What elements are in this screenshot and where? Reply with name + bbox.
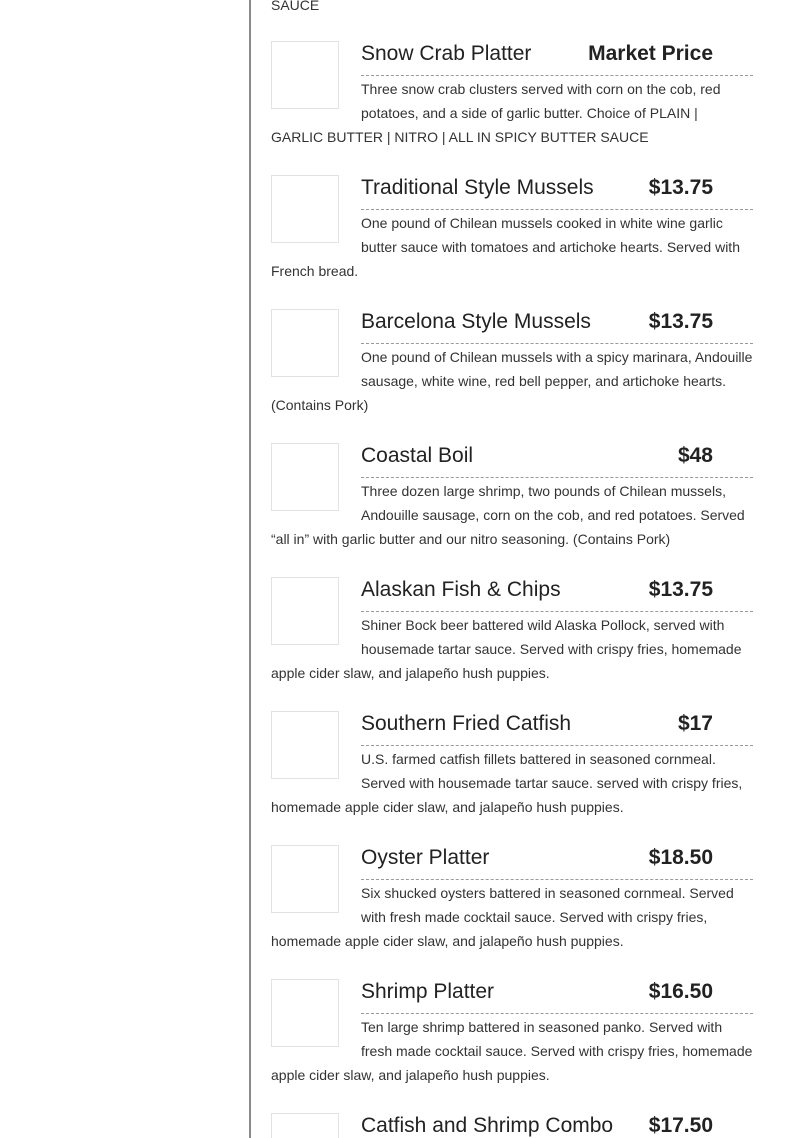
menu-item-price: $13.75 (648, 176, 713, 199)
menu-item-header (361, 845, 753, 880)
menu-item-description: One pound of Chilean mussels cooked in white wine garlic butter sauce with tomatoes and artichoke hearts. Served with French bread. (271, 215, 740, 279)
menu-item-description: Six shucked oysters battered in seasoned cornmeal. Served with fresh made cocktail sauce. Served with crispy fries, homemade apple cider slaw, and jalapeño hush puppies. (271, 885, 734, 949)
menu-item-name: Alaskan Fish & Chips (361, 578, 561, 601)
previous-item-description-fragment: SAUCE (271, 0, 320, 13)
menu-item-name: Oyster Platter (361, 846, 490, 869)
menu-item-price: $48 (677, 444, 713, 467)
menu-item-price: $18.50 (648, 846, 713, 869)
menu-item-description: U.S. farmed catfish fillets battered in seasoned cornmeal. Served with housemade tartar sauce. served with crispy fries, homemade apple cider slaw, and jalapeño hush puppies. (271, 751, 743, 815)
menu-item-description: One pound of Chilean mussels with a spicy marinara, Andouille sausage, white wine, red bell pepper, and artichoke hearts. (Contains Pork) (271, 349, 753, 413)
sidebar (0, 0, 249, 1138)
menu-item-name: Southern Fried Catfish (361, 712, 572, 735)
menu-item-price: Market Price (588, 42, 713, 65)
menu-item-description: Ten large shrimp battered in seasoned panko. Served with fresh made cocktail sauce. Served with crispy fries, homemade apple cider slaw, and jalapeño hush puppies. (271, 1019, 753, 1083)
menu-item-header (361, 175, 753, 210)
menu-item-price: $13.75 (648, 310, 713, 333)
menu-item-description: Shiner Bock beer battered wild Alaska Pollock, served with housemade tartar sauce. Served with crispy fries, homemade apple cider slaw, and jalapeño hush puppies. (271, 617, 742, 681)
menu-item-price: $16.50 (648, 980, 713, 1003)
menu-item-header (361, 41, 753, 76)
menu-item-price: $17.50 (648, 1114, 713, 1137)
menu-item-description: Three snow crab clusters served with corn on the cob, red potatoes, and a side of garlic butter. Choice of PLAIN | GARLIC BUTTER | NITRO | ALL IN SPICY BUTTER SAUCE (271, 81, 721, 145)
menu-item-header (361, 979, 753, 1014)
menu-item-description: Three dozen large shrimp, two pounds of Chilean mussels, Andouille sausage, corn on the cob, and red potatoes. Served “all in” with garlic butter and our nitro seasoning. (Contains Pork) (271, 483, 745, 547)
menu-item-header (361, 443, 753, 478)
menu-item-price: $17 (677, 712, 713, 735)
menu-content (271, 0, 753, 1138)
menu-item-header (361, 577, 753, 612)
sidebar-divider (249, 0, 251, 1138)
menu-item-price: $13.75 (648, 578, 713, 601)
menu-item-header (361, 309, 753, 344)
menu-item-name: Coastal Boil (361, 444, 474, 467)
menu-item-name: Snow Crab Platter (361, 42, 532, 65)
menu-item-name: Shrimp Platter (361, 980, 495, 1003)
menu-item-image[interactable] (271, 1113, 339, 1138)
menu-item-name: Barcelona Style Mussels (361, 310, 591, 333)
menu-item-name: Catfish and Shrimp Combo (361, 1114, 614, 1137)
menu-item-name: Traditional Style Mussels (361, 176, 594, 199)
menu-item-header (361, 711, 753, 746)
menu-item-header (361, 1113, 753, 1138)
